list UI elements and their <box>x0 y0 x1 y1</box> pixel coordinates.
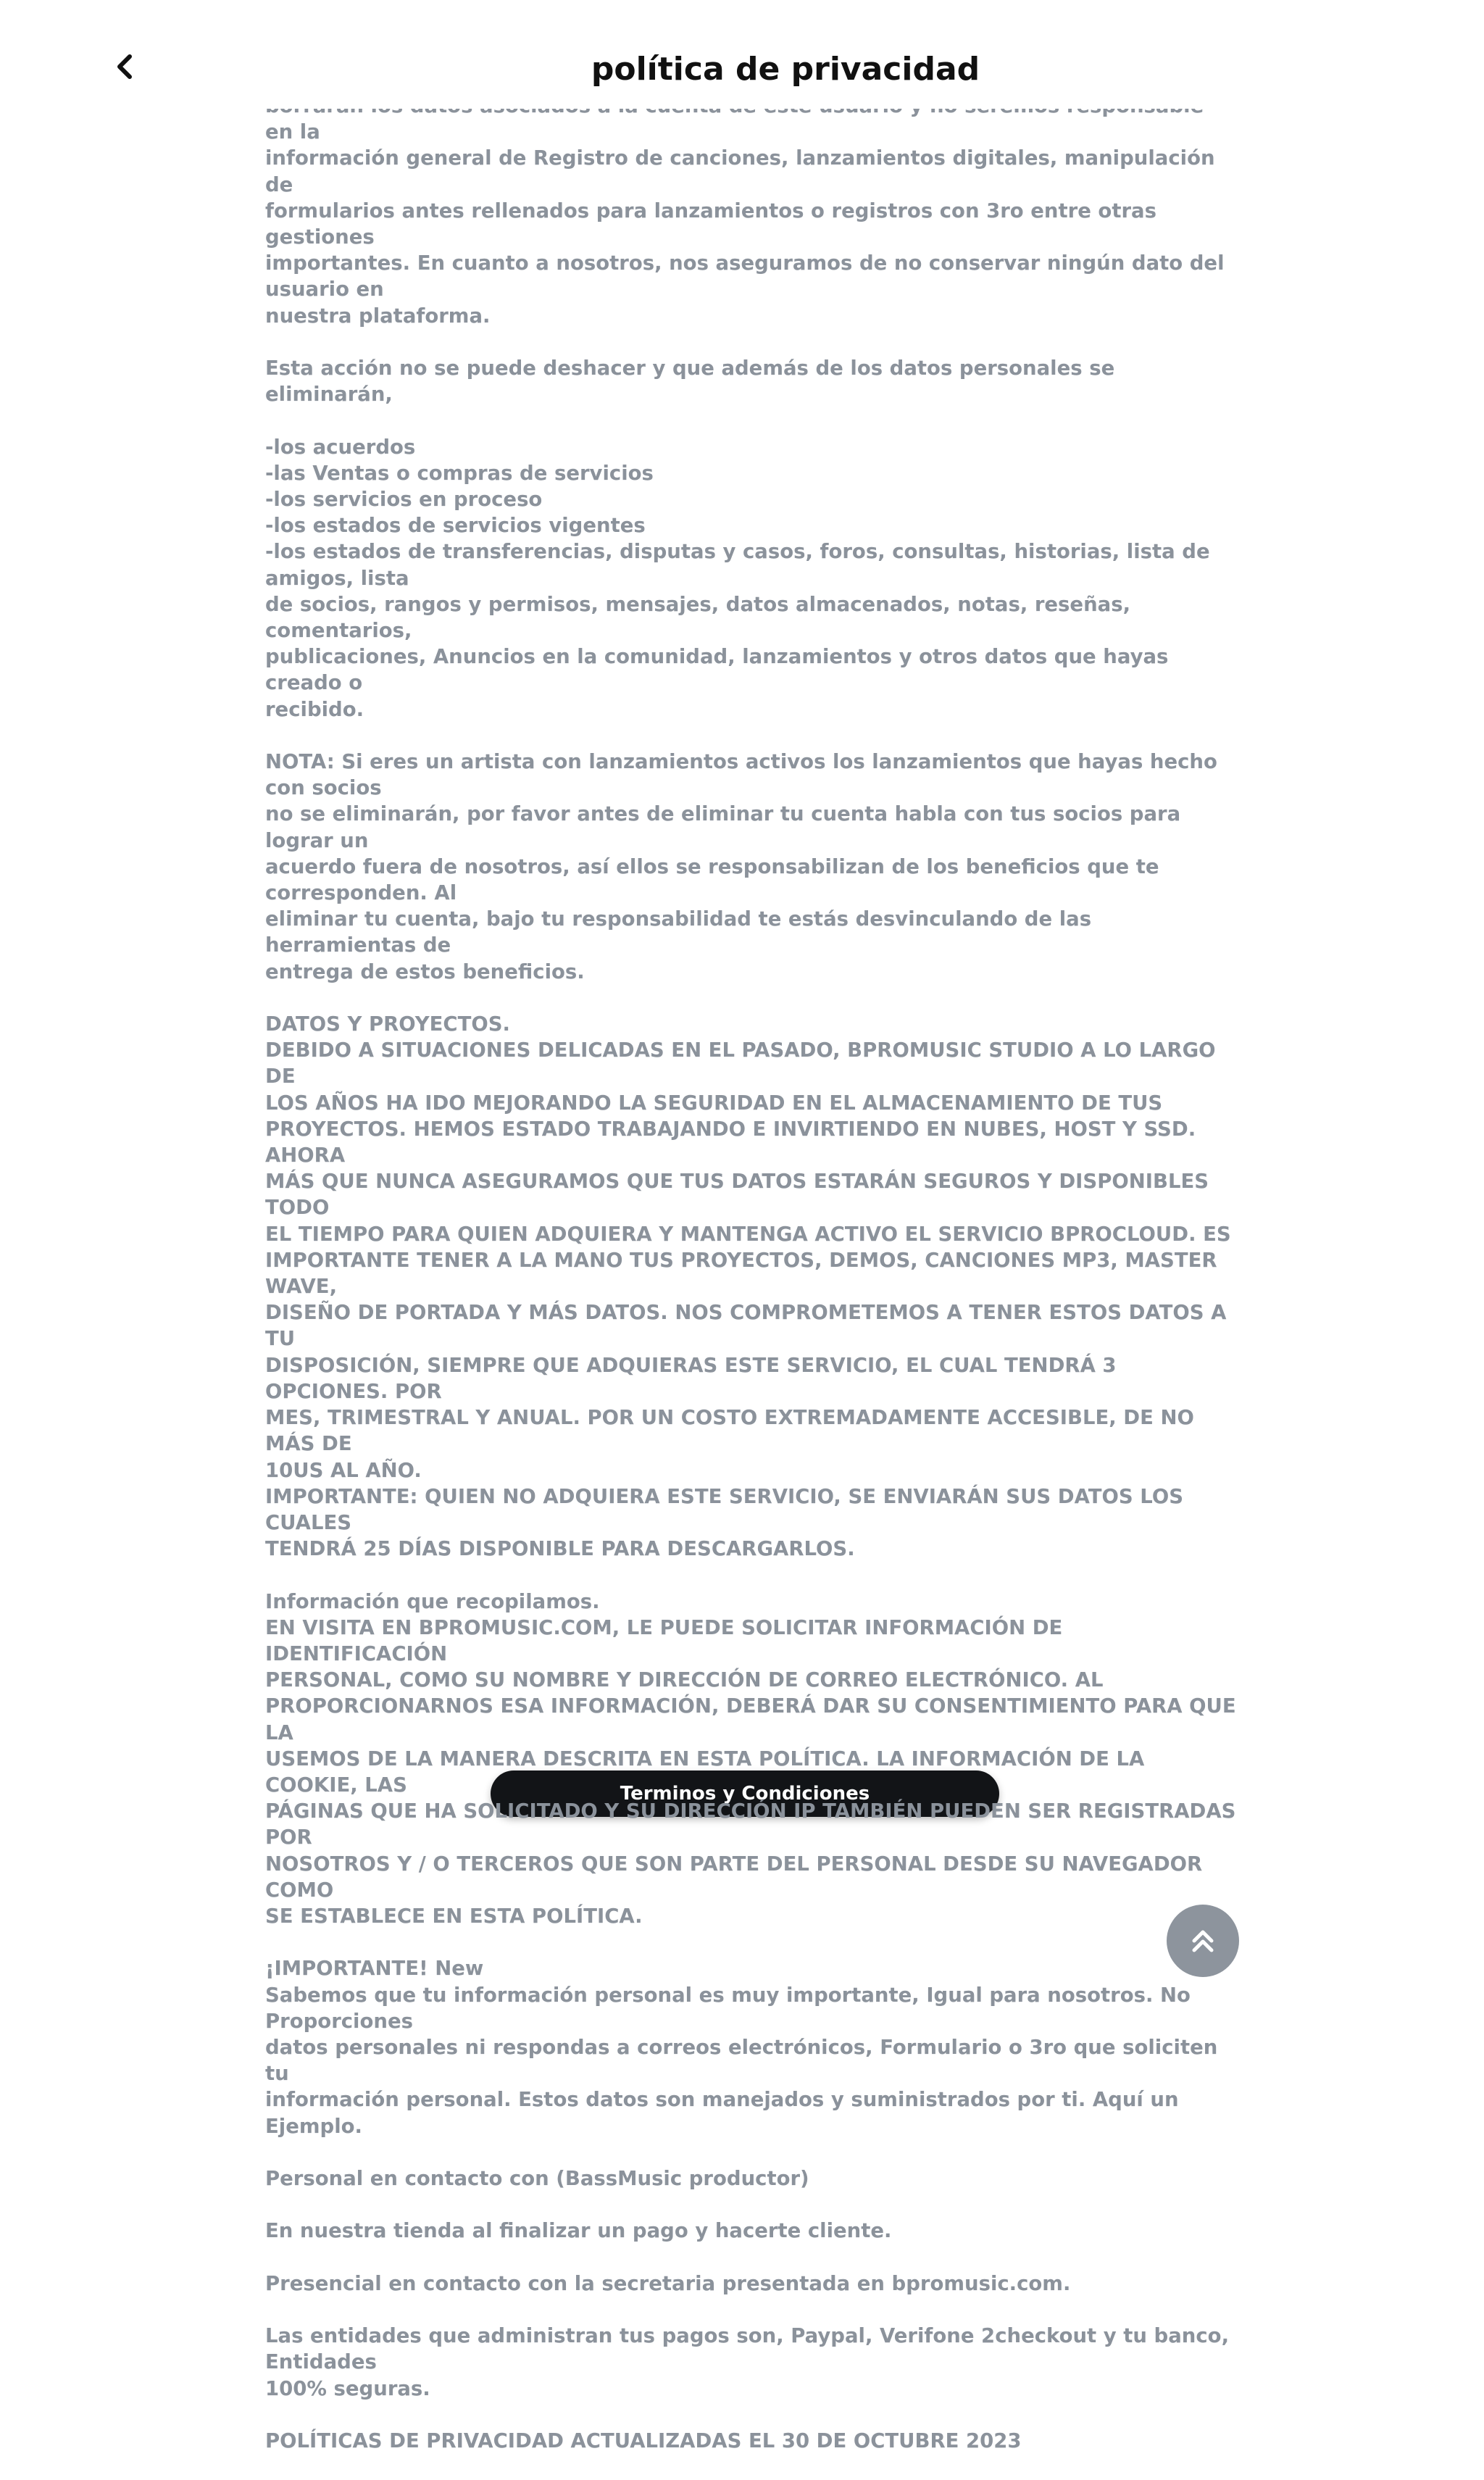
policy-paragraph-8: Personal en contacto con (BassMusic productor) <box>265 2166 809 2190</box>
policy-paragraph-7: ¡IMPORTANTE! New Sabemos que tu información personal es muy importante, Igual para nosotros. No Proporciones datos personales ni respondas a correos electrónicos, Formulario o 3ro que soliciten tu información personal. Estos datos son manejados y suministrados por ti. Aquí un Ejemplo. <box>265 1957 1218 2138</box>
policy-paragraph-4: NOTA: Si eres un artista con lanzamientos activos los lanzamientos que hayas hecho con socios no se eliminarán, por favor antes de eliminar tu cuenta habla con tus socios para lograr un acuerdo fuera de nosotros, así ellos se responsabilizan de los beneficios que te corresponden. Al eliminar tu cuenta, bajo tu responsabilidad te estás desvinculando de las herramientas de entrega de estos beneficios. <box>265 750 1217 983</box>
policy-paragraph-5: DATOS Y PROYECTOS. DEBIDO A SITUACIONES DELICADAS EN EL PASADO, BPROMUSIC STUDIO A LO LARGO DE LOS AÑOS HA IDO MEJORANDO LA SEGURIDAD EN EL ALMACENAMIENTO DE TUS PROYECTOS. HEMOS ESTADO TRABAJANDO E INVIRTIENDO EN NUBES, HOST Y SSD. AHORA MÁS QUE NUNCA ASEGURAMOS QUE TUS DATOS ESTARÁN SEGUROS Y DISPONIBLES TODO EL TIEMPO PARA QUIEN ADQUIERA Y MANTENGA ACTIVO EL SERVICIO BPROCLOUD. ES IMPORTANTE TENER A LA MANO TUS PROYECTOS, DEMOS, CANCIONES MP3, MASTER WAVE, DISEÑO DE PORTADA Y MÁS DATOS. NOS COMPROMETEMOS A TENER ESTOS DATOS A TU DISPOSICIÓN, SIEMPRE QUE ADQUIERAS ESTE SERVICIO, EL CUAL TENDRÁ 3 OPCIONES. POR MES, TRIMESTRAL Y ANUAL. POR UN COSTO EXTREMADAMENTE ACCESIBLE, DE NO MÁS DE 10US AL AÑO. IMPORTANTE: QUIEN NO ADQUIERA ESTE SERVICIO, SE ENVIARÁN SUS DATOS LOS CUALES TENDRÁ 25 DÍAS DISPONIBLE PARA DESCARGARLOS. <box>265 1012 1231 1561</box>
policy-paragraph-2: Esta acción no se puede deshacer y que además de los datos personales se eliminarán, <box>265 357 1115 407</box>
header-bar <box>0 0 1484 109</box>
policy-paragraph-6: Información que recopilamos. EN VISITA EN BPROMUSIC.COM, LE PUEDE SOLICITAR INFORMACIÓN DE IDENTIFICACIÓN PERSONAL, COMO SU NOMBRE Y DIRECCIÓN DE CORREO ELECTRÓNICO. AL PROPORCIONARNOS ESA INFORMACIÓN, DEBERÁ DAR SU CONSENTIMIENTO PARA QUE LA USEMOS DE LA MANERA DESCRITA EN ESTA POLÍTICA. LA INFORMACIÓN DE LA COOKIE, LAS PÁGINAS QUE HA SOLICITADO Y SU DIRECCIÓN IP TAMBIÉN PUEDEN SER REGISTRADAS POR NOSOTROS Y / O TERCEROS QUE SON PARTE DEL PERSONAL DESDE SU NAVEGADOR COMO SE ESTABLECE EN ESTA POLÍTICA. <box>265 1589 1236 1928</box>
policy-paragraph-3: -los acuerdos -las Ventas o compras de servicios -los servicios en proceso -los estados de servicios vigentes -los estados de transferencias, disputas y casos, foros, consultas, historias, lista de amigos, lista de socios, rangos y permisos, mensajes, datos almacenados, notas, reseñas, comentarios, publicaciones, Anuncios en la comunidad, lanzamientos y otros datos que hayas creado o recibido. <box>265 435 1210 721</box>
policy-paragraph-9: En nuestra tienda al finalizar un pago y hacerte cliente. <box>265 2219 892 2243</box>
terms-and-conditions-button[interactable]: Terminos y Condiciones <box>491 1770 999 1817</box>
policy-content <box>265 101 1236 2480</box>
page-title: política de privacidad <box>591 51 980 88</box>
policy-paragraph-10: Presencial en contacto con la secretaria presentada en bpromusic.com. <box>265 2271 1071 2295</box>
policy-paragraph-11: Las entidades que administran tus pagos son, Paypal, Verifone 2checkout y tu banco, Entidades 100% seguras. <box>265 2324 1230 2400</box>
policy-updated-date: POLÍTICAS DE PRIVACIDAD ACTUALIZADAS EL 30 DE OCTUBRE 2023 <box>265 2429 1022 2452</box>
policy-paragraph-1: en la información general de Registro de canciones, lanzamientos digitales, manipulación de formularios antes rellenados para lanzamientos o registros con 3ro entre otras gestiones importantes. En cuanto a nosotros, nos aseguramos de no conservar ningún dato del usuario en nuestra plataforma. <box>265 120 1225 328</box>
